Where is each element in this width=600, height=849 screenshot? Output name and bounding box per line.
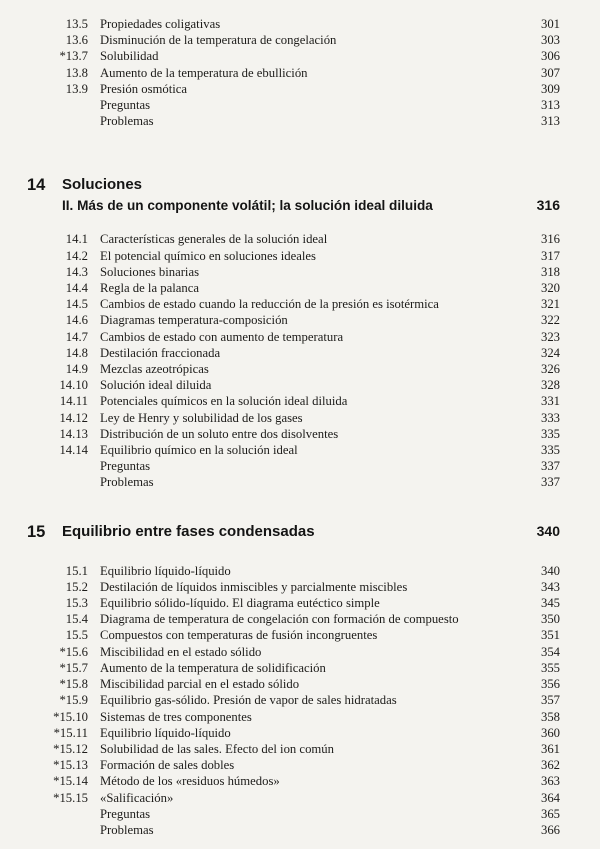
entry-page-number: 316	[540, 232, 560, 247]
toc-entry	[27, 16, 560, 32]
entry-title: Equilibrio químico en la solución ideal	[100, 443, 298, 458]
entry-page-number: 320	[540, 281, 560, 296]
entry-number: 15.3	[65, 596, 88, 611]
toc-entry	[27, 773, 560, 789]
chapter-13-entry-list	[27, 16, 560, 129]
entry-page-number: 333	[540, 410, 560, 425]
entry-page-number: 366	[540, 822, 560, 837]
entry-number: 14.13	[59, 426, 88, 441]
toc-entry	[27, 822, 560, 838]
entry-page-number: 335	[540, 443, 560, 458]
toc-entry	[27, 32, 560, 48]
entry-number: *15.15	[53, 790, 88, 805]
chapter-14-entry-list	[27, 231, 560, 490]
entry-page-number: 328	[540, 378, 560, 393]
entry-page-number: 343	[540, 579, 560, 594]
entry-page-number: 301	[540, 17, 560, 31]
entry-page-number: 357	[540, 693, 560, 708]
toc-entry	[27, 611, 560, 627]
entry-title: «Salificación»	[100, 790, 174, 805]
toc-entry	[27, 426, 560, 442]
toc-entry	[27, 345, 560, 361]
entry-title: Equilibrio gas-sólido. Presión de vapor de sales hidratadas	[100, 693, 397, 708]
entry-number: *15.11	[53, 725, 88, 740]
entry-title: Miscibilidad en el estado sólido	[100, 644, 262, 659]
entry-number: *15.14	[53, 774, 88, 789]
chapter-14-title: Soluciones	[62, 176, 143, 194]
entry-page-number: 335	[540, 426, 560, 441]
toc-entry	[27, 97, 560, 113]
entry-number: 14.4	[65, 281, 88, 296]
chapter-15-title-row	[62, 522, 560, 542]
entry-title: Problemas	[100, 475, 154, 490]
entry-number: 14.9	[65, 362, 88, 377]
toc-entry	[27, 660, 560, 676]
entry-title: Preguntas	[100, 459, 151, 474]
chapter-15-title: Equilibrio entre fases condensadas	[62, 522, 315, 540]
entry-title: Sistemas de tres componentes	[100, 709, 252, 724]
chapter-15-page-number: 340	[536, 522, 560, 539]
entry-title: Soluciones binarias	[100, 264, 200, 279]
entry-number: 14.5	[65, 297, 88, 312]
entry-title: Disminución de la temperatura de congelación	[100, 33, 337, 48]
entry-number: *15.6	[59, 644, 88, 659]
toc-entry	[27, 248, 560, 264]
entry-title: Solubilidad	[100, 49, 159, 64]
entry-page-number: 361	[540, 741, 560, 756]
entry-title: Potenciales químicos en la solución ideal diluida	[100, 394, 348, 409]
entry-title: Ley de Henry y solubilidad de los gases	[100, 410, 303, 425]
entry-page-number: 313	[540, 114, 560, 129]
toc-entry	[27, 474, 560, 490]
entry-number: 14.14	[59, 443, 88, 458]
chapter-14-page-number: 316	[536, 197, 560, 214]
chapter-14-subtitle-row	[62, 195, 560, 216]
entry-number: 14.8	[65, 345, 88, 360]
entry-number: 14.11	[59, 394, 88, 409]
entry-title: Equilibrio líquido-líquido	[100, 563, 231, 578]
toc-entry	[27, 563, 560, 579]
entry-title: Compuestos con temperaturas de fusión incongruentes	[100, 628, 378, 643]
entry-page-number: 317	[540, 248, 560, 263]
entry-number: *13.7	[59, 49, 88, 64]
entry-title: Aumento de la temperatura de solidificación	[100, 660, 326, 675]
entry-title: Destilación de líquidos inmiscibles y parcialmente miscibles	[100, 579, 408, 594]
entry-page-number: 358	[540, 709, 560, 724]
entry-title: Regla de la palanca	[100, 281, 199, 296]
toc-entry	[27, 709, 560, 725]
entry-page-number: 321	[540, 297, 560, 312]
entry-page-number: 337	[540, 459, 560, 474]
entry-page-number: 364	[540, 790, 560, 805]
entry-title: Aumento de la temperatura de ebullición	[100, 65, 308, 80]
entry-page-number: 363	[540, 774, 560, 789]
entry-number: 14.7	[65, 329, 88, 344]
entry-number: 15.5	[65, 628, 88, 643]
entry-title: Equilibrio sólido-líquido. El diagrama eutéctico simple	[100, 596, 380, 611]
entry-number: 14.6	[65, 313, 88, 328]
entry-title: Solución ideal diluida	[100, 378, 212, 393]
toc-entry	[27, 329, 560, 345]
entry-number: 13.8	[65, 65, 88, 80]
entry-number: *15.7	[59, 660, 88, 675]
entry-title: Propiedades coligativas	[100, 17, 221, 31]
entry-number: 14.12	[59, 410, 88, 425]
toc-entry	[27, 231, 560, 247]
toc-entry	[27, 113, 560, 129]
entry-title: Mezclas azeotrópicas	[100, 362, 209, 377]
entry-page-number: 313	[540, 98, 560, 113]
toc-entry	[27, 312, 560, 328]
chapter-14-titles	[62, 175, 560, 216]
toc-entry	[27, 280, 560, 296]
entry-page-number: 350	[540, 612, 560, 627]
toc-entry	[27, 48, 560, 64]
entry-page-number: 326	[540, 362, 560, 377]
toc-entry	[27, 757, 560, 773]
entry-number: 13.5	[65, 17, 88, 31]
entry-page-number: 337	[540, 475, 560, 490]
toc-entry	[27, 81, 560, 97]
toc-entry	[27, 676, 560, 692]
entry-title: Problemas	[100, 822, 154, 837]
entry-page-number: 354	[540, 644, 560, 659]
entry-page-number: 365	[540, 806, 560, 821]
entry-page-number: 303	[540, 33, 560, 48]
entry-title: Solubilidad de las sales. Efecto del ion común	[100, 741, 334, 756]
entry-title: Método de los «residuos húmedos»	[100, 774, 280, 789]
chapter-14-heading	[27, 175, 560, 216]
entry-title: Cambios de estado cuando la reducción de la presión es isotérmica	[100, 297, 439, 312]
toc-entry	[27, 644, 560, 660]
chapter-15-titles	[62, 522, 560, 542]
entry-title: Diagrama de temperatura de congelación con formación de compuesto	[100, 612, 459, 627]
entry-number: 14.2	[65, 248, 88, 263]
entry-title: Equilibrio líquido-líquido	[100, 725, 231, 740]
entry-number: *15.8	[59, 677, 88, 692]
entry-page-number: 306	[540, 49, 560, 64]
chapter-14-number: 14	[27, 176, 46, 195]
entry-title: Características generales de la solución ideal	[100, 232, 328, 247]
toc-entry	[27, 393, 560, 409]
entry-title: Formación de sales dobles	[100, 758, 235, 773]
entry-title: Diagramas temperatura-composición	[100, 313, 288, 328]
entry-page-number: 355	[540, 660, 560, 675]
entry-title: Preguntas	[100, 806, 151, 821]
chapter-13-entries-block	[27, 16, 560, 129]
entry-page-number: 356	[540, 677, 560, 692]
entry-number: 14.10	[59, 378, 88, 393]
entry-title: Cambios de estado con aumento de temperatura	[100, 329, 344, 344]
entry-page-number: 340	[540, 563, 560, 578]
entry-page-number: 331	[540, 394, 560, 409]
toc-entry	[27, 264, 560, 280]
entry-page-number: 362	[540, 758, 560, 773]
entry-title: Miscibilidad parcial en el estado sólido	[100, 677, 300, 692]
entry-page-number: 309	[540, 81, 560, 96]
entry-page-number: 322	[540, 313, 560, 328]
entry-title: Preguntas	[100, 98, 151, 113]
chapter-15-block	[27, 522, 560, 838]
toc-entry	[27, 65, 560, 81]
toc-entry	[27, 579, 560, 595]
toc-entry	[27, 296, 560, 312]
toc-entry	[27, 361, 560, 377]
toc-entry	[27, 692, 560, 708]
entry-title: El potencial químico en soluciones ideales	[100, 248, 316, 263]
toc-entry	[27, 595, 560, 611]
entry-number: 15.1	[65, 563, 88, 578]
entry-number: 13.9	[65, 81, 88, 96]
toc-entry	[27, 741, 560, 757]
toc-entry	[27, 790, 560, 806]
entry-page-number: 345	[540, 596, 560, 611]
toc-entry	[27, 627, 560, 643]
entry-number: 15.4	[65, 612, 88, 627]
entry-number: 15.2	[65, 579, 88, 594]
entry-title: Problemas	[100, 114, 154, 129]
toc-entry	[27, 806, 560, 822]
entry-number: *15.12	[53, 741, 88, 756]
chapter-14-block	[27, 175, 560, 490]
entry-page-number: 351	[540, 628, 560, 643]
chapter-15-entry-list	[27, 563, 560, 838]
entry-title: Destilación fraccionada	[100, 345, 221, 360]
entry-number: *15.9	[59, 693, 88, 708]
toc-entry	[27, 377, 560, 393]
entry-number: *15.10	[53, 709, 88, 724]
toc-entry	[27, 442, 560, 458]
chapter-14-subtitle: II. Más de un componente volátil; la solución ideal diluida	[62, 198, 433, 214]
toc-entry	[27, 725, 560, 741]
entry-number: 14.3	[65, 264, 88, 279]
chapter-15-number: 15	[27, 522, 46, 541]
entry-number: 13.6	[65, 33, 88, 48]
chapter-15-heading	[27, 522, 560, 542]
entry-page-number: 307	[540, 65, 560, 80]
entry-page-number: 360	[540, 725, 560, 740]
entry-page-number: 324	[540, 345, 560, 360]
entry-page-number: 318	[540, 264, 560, 279]
entry-title: Presión osmótica	[100, 81, 188, 96]
entry-number: 14.1	[65, 232, 88, 247]
toc-entry	[27, 458, 560, 474]
entry-title: Distribución de un soluto entre dos disolventes	[100, 426, 339, 441]
entry-page-number: 323	[540, 329, 560, 344]
entry-number: *15.13	[53, 758, 88, 773]
toc-entry	[27, 410, 560, 426]
